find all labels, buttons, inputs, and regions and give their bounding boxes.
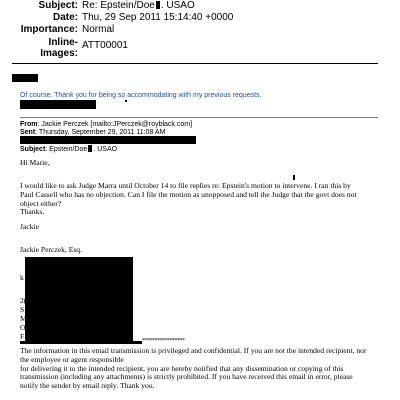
message-paragraph bbox=[20, 181, 390, 208]
forward-sent-value: : Thursday, September 29, 2011 11:08 AM bbox=[35, 129, 166, 136]
subject-value bbox=[82, 0, 195, 11]
paragraph-line: I would like to ask Judge Marra until October 14 to file replies re: Epstein's motion to intervene. I ran this by bbox=[20, 181, 351, 190]
inline-images-value: ATT00001 bbox=[82, 40, 128, 51]
subject-value-post: . USAO bbox=[160, 0, 195, 11]
forward-divider bbox=[20, 117, 378, 118]
disclaimer-line: the employee or agent responsible bbox=[20, 354, 124, 364]
reply-text: Of course. Thank you for being so accommodating with my previous requests. bbox=[20, 92, 262, 99]
forward-sent-label: Sent bbox=[20, 129, 36, 136]
signature-fragment: S bbox=[20, 305, 25, 314]
disclaimer-line: The information in this email transmission is privileged and confidential. If you are not the intended recipient, nor bbox=[20, 346, 367, 355]
forward-from-value: : Jackie Perczek [mailto:JPerczek@royblack.com] bbox=[37, 121, 193, 128]
forward-subject-label: Subject bbox=[20, 146, 46, 153]
importance-label: Importance: bbox=[20, 24, 78, 35]
disclaimer-line: notify the sender by email reply. Thank you. bbox=[20, 381, 155, 391]
forward-subject-value-post: . USAO bbox=[93, 146, 118, 153]
greeting: Hi Marie, bbox=[20, 158, 50, 167]
signature: Jackie Perczek, Esq. bbox=[20, 245, 82, 254]
date-label: Date: bbox=[52, 12, 78, 23]
redaction bbox=[293, 175, 295, 180]
inline-label-line2: Images: bbox=[40, 48, 78, 59]
redaction bbox=[20, 100, 96, 109]
subject-value-pre: Re: Epstein/Doe bbox=[82, 0, 155, 11]
signature-fragment: 2( bbox=[20, 296, 27, 305]
importance-value: Normal bbox=[82, 24, 115, 35]
forward-from-label: From bbox=[20, 121, 38, 128]
disclaimer-line: for delivering it to the intended recipient, you are hereby notified that any dissemination or copying of this bbox=[20, 363, 344, 373]
paragraph-line: object either? bbox=[20, 199, 62, 208]
signature-fragment: M bbox=[20, 314, 27, 323]
signature-fragment: F bbox=[20, 332, 25, 341]
redaction bbox=[20, 136, 196, 144]
redaction bbox=[12, 74, 38, 82]
header-divider bbox=[12, 63, 378, 64]
signature-fragments bbox=[20, 296, 27, 341]
paragraph-line: Paul Cassell who has no objection. Can I file the motion as unopposed and tell the Judge that the govt does not bbox=[20, 190, 357, 199]
inline-images-label bbox=[12, 37, 78, 59]
redaction bbox=[20, 341, 142, 344]
thanks: Thanks, bbox=[20, 207, 45, 216]
redaction bbox=[125, 100, 127, 102]
disclaimer bbox=[20, 347, 392, 391]
sender-name: Jackie bbox=[20, 222, 39, 231]
redaction bbox=[156, 1, 160, 9]
separator-stars: ***************** bbox=[142, 338, 185, 344]
subject-label: Subject: bbox=[38, 0, 78, 11]
signature-fragment: k bbox=[20, 273, 24, 282]
date-value: Thu, 29 Sep 2011 15:14:40 +0000 bbox=[82, 12, 234, 23]
forward-sent bbox=[20, 129, 165, 136]
forward-from bbox=[20, 121, 192, 128]
signature-fragment: O bbox=[20, 323, 26, 332]
inline-label-line1: Inline- bbox=[48, 37, 78, 48]
redaction bbox=[88, 145, 92, 152]
forward-subject bbox=[20, 145, 117, 153]
forward-subject-value-pre: : Epstein/Doe bbox=[45, 146, 88, 153]
disclaimer-line: transmission (including any attachments) is strictly prohibited. If you have received this email in error, please bbox=[20, 372, 353, 382]
signature-redaction bbox=[25, 257, 133, 343]
